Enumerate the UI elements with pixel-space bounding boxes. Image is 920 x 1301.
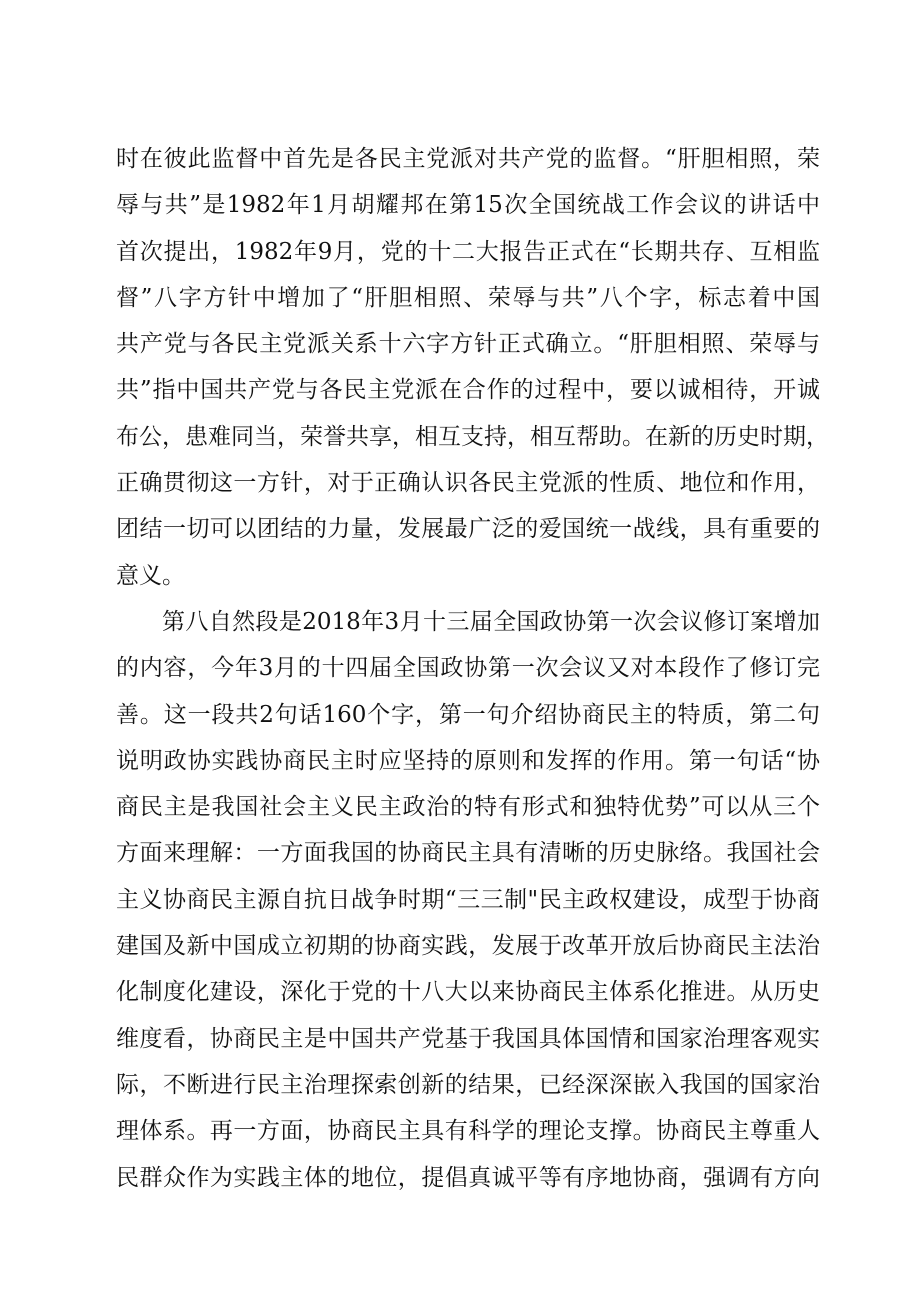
paragraph-2-line: 际，不断进行民主治理探索创新的结果，已经深深嵌入我国的国家治 [116, 1071, 820, 1098]
paragraph-1-line: 辱与共”是1982年1月胡耀邦在第15次全国统战工作会议的讲话中 [116, 192, 820, 219]
paragraph-1-line: 意义。 [116, 562, 185, 589]
body-text [116, 136, 829, 1201]
paragraph-2-line: 的内容，今年3月的十四届全国政协第一次会议又对本段作了修订完 [116, 655, 820, 682]
paragraph-1-line: 团结一切可以团结的力量，发展最广泛的爱国统一战线，具有重要的 [116, 516, 820, 543]
paragraph-2-line: 民群众作为实践主体的地位，提倡真诚平等有序地协商，强调有方向 [116, 1164, 820, 1191]
paragraph-1-line: 共产党与各民主党派关系十六字方针正式确立。“肝胆相照、荣辱与 [116, 331, 820, 358]
paragraph-2-line: 商民主是我国社会主义民主政治的特有形式和独特优势”可以从三个 [116, 794, 820, 821]
paragraph-2-line: 方面来理解：一方面我国的协商民主具有清晰的历史脉络。我国社会 [116, 840, 820, 867]
paragraph-2-line: 化制度化建设，深化于党的十八大以来协商民主体系化推进。从历史 [116, 979, 820, 1006]
paragraph-2-line: 说明政协实践协商民主时应坚持的原则和发挥的作用。第一句话“协 [116, 747, 820, 774]
paragraph-1-line: 布公，患难同当，荣誉共享，相互支持，相互帮助。在新的历史时期， [116, 423, 829, 450]
paragraph-1-line: 正确贯彻这一方针，对于正确认识各民主党派的性质、地位和作用， [116, 470, 820, 497]
paragraph-2-line: 维度看，协商民主是中国共产党基于我国具体国情和国家治理客观实 [116, 1025, 820, 1052]
paragraph-2-line: 善。这一段共2句话160个字，第一句介绍协商民主的特质，第二句 [116, 701, 820, 728]
paragraph-2-line: 建国及新中国成立初期的协商实践，发展于改革开放后协商民主法治 [116, 933, 820, 960]
paragraph-1-line: 时在彼此监督中首先是各民主党派对共产党的监督。“肝胆相照，荣 [116, 146, 820, 172]
paragraph-1-line: 共”指中国共产党与各民主党派在合作的过程中，要以诚相待，开诚 [116, 377, 820, 404]
paragraph-2-line: 主义协商民主源自抗日战争时期“三三制"民主政权建设，成型于协商 [116, 886, 820, 913]
paragraph-1-line: 督”八字方针中增加了“肝胆相照、荣辱与共”八个字，标志着中国 [116, 284, 820, 311]
paragraph-1-line: 首次提出，1982年9月，党的十二大报告正式在“长期共存、互相监 [116, 238, 820, 265]
paragraph-2-line: 第八自然段是2018年3月十三届全国政协第一次会议修订案增加 [162, 608, 820, 635]
paragraph-2-line: 理体系。再一方面，协商民主具有科学的理论支撑。协商民主尊重人 [116, 1118, 820, 1145]
